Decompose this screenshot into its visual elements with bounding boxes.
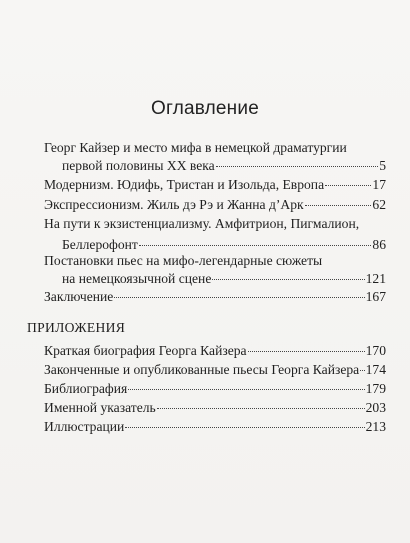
- toc-page-number: 121: [365, 271, 386, 286]
- toc-entry-text: Заключение: [44, 289, 114, 304]
- toc-entry-text: Модернизм. Юдифь, Тристан и Изольда, Европа: [44, 177, 325, 192]
- toc-entry-text: Законченные и опубликованные пьесы Георга Кайзера: [44, 362, 360, 377]
- toc-title: Оглавление: [151, 98, 259, 119]
- toc-page-number: 203: [365, 400, 386, 415]
- toc-entry: [44, 399, 386, 417]
- dot-leader: [216, 166, 378, 167]
- toc-entry-text: Краткая биография Георга Кайзера: [44, 343, 247, 358]
- dot-leader: [325, 185, 371, 186]
- toc-entry-text: Экспрессионизм. Жиль дэ Рэ и Жанна д’Арк: [44, 197, 304, 212]
- dot-leader: [128, 389, 364, 390]
- toc-entry-text: Именной указатель: [44, 400, 156, 415]
- toc-page-number: 5: [379, 158, 386, 173]
- toc-page-number: 174: [365, 362, 386, 377]
- toc-entry-text: Георг Кайзер и место мифа в немецкой драматургии: [44, 140, 347, 155]
- toc-page-number: 179: [365, 381, 386, 396]
- toc-entry: [44, 176, 386, 194]
- dot-leader: [114, 297, 364, 298]
- toc-entry-text: Иллюстрации: [44, 419, 125, 434]
- toc-entry-text: Беллерофонт: [62, 237, 138, 252]
- dot-leader: [125, 427, 364, 428]
- toc-entry: [44, 139, 386, 175]
- dot-leader: [157, 408, 365, 409]
- toc-entry: [44, 361, 386, 379]
- toc-entry: [44, 196, 386, 214]
- toc-entry: [44, 418, 386, 436]
- toc-page-number: 86: [372, 237, 386, 252]
- toc-page-number: 17: [372, 177, 386, 192]
- dot-leader: [139, 245, 372, 246]
- toc-page-number: 167: [365, 289, 386, 304]
- toc-entry-text: на немецкоязычной сцене: [62, 271, 212, 286]
- toc-entry: [44, 288, 386, 306]
- toc-entry-text: Постановки пьес на мифо-легендарные сюжеты: [44, 253, 323, 268]
- dot-leader: [305, 205, 372, 206]
- toc-entry: [44, 342, 386, 360]
- dot-leader: [360, 370, 364, 371]
- dot-leader: [212, 279, 364, 280]
- toc-page-number: 170: [365, 343, 386, 358]
- toc-entry: [44, 215, 386, 254]
- toc-entry-text: первой половины XX века: [62, 158, 215, 173]
- appendix-heading: ПРИЛОЖЕНИЯ: [27, 320, 126, 335]
- toc-entry-text: На пути к экзистенциализму. Амфитрион, Пигмалион,: [44, 216, 360, 231]
- dot-leader: [248, 351, 365, 352]
- toc-page-number: 62: [372, 197, 386, 212]
- toc-entry: [44, 252, 386, 288]
- toc-page-number: 213: [365, 419, 386, 434]
- toc-entry-text: Библиография: [44, 381, 128, 396]
- toc-entry: [44, 380, 386, 398]
